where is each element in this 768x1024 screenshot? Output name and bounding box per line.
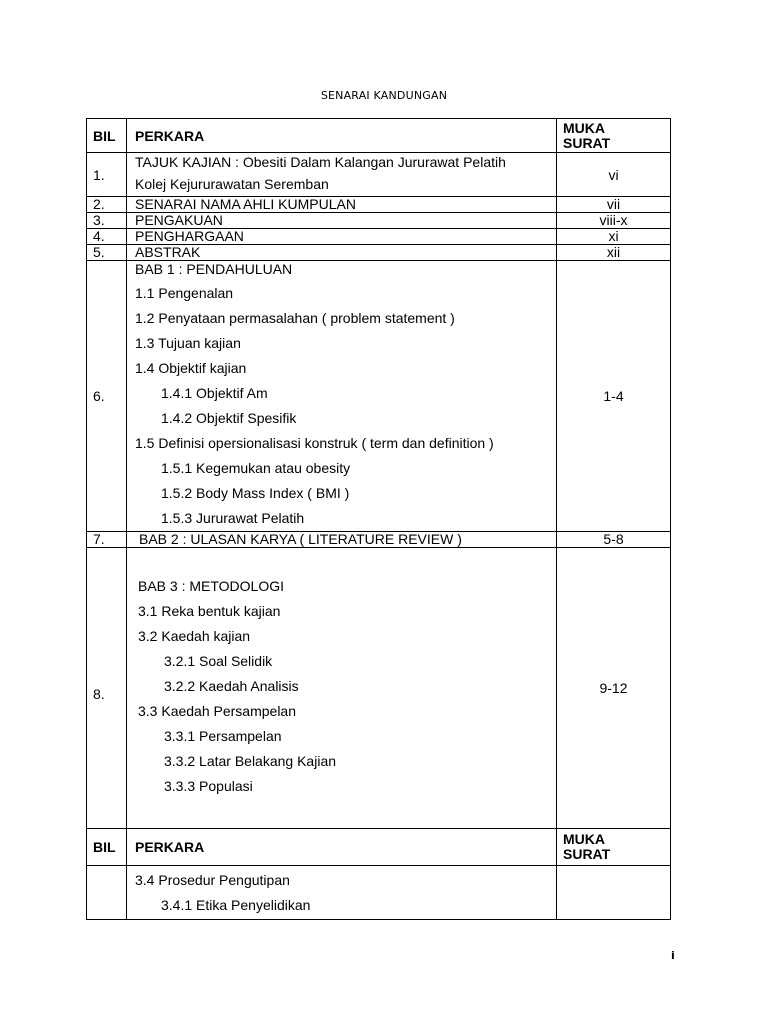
row-line: 1.5 Definisi opersionalisasi konstruk ( term dan definition ) <box>135 435 494 451</box>
row-line: TAJUK KAJIAN : Obesiti Dalam Kalangan Jururawat Pelatih <box>135 154 506 170</box>
row-line: 1.3 Tujuan kajian <box>135 335 241 351</box>
row-bil: 5. <box>87 245 127 261</box>
page-number: i <box>671 949 675 962</box>
row-perkara: PENGAKUAN <box>127 213 557 229</box>
row-line: 3.3.1 Persampelan <box>164 728 282 744</box>
row-page: 1-4 <box>557 261 671 532</box>
row-line: 1.5.1 Kegemukan atau obesity <box>161 460 351 476</box>
table-row <box>87 153 671 197</box>
row-line: 3.2 Kaedah kajian <box>138 628 251 644</box>
table-row <box>87 548 671 829</box>
row-page: 9-12 <box>557 548 671 829</box>
row-line: BAB 3 : METODOLOGI <box>138 578 285 594</box>
row-page: vii <box>557 197 671 213</box>
row-line: 1.5.2 Body Mass Index ( BMI ) <box>161 485 350 501</box>
header-muka-surat-line: SURAT <box>563 846 611 862</box>
row-page: xi <box>557 229 671 245</box>
row-perkara: ABSTRAK <box>127 245 557 261</box>
row-perkara <box>127 261 557 532</box>
row-line: 1.2 Penyataan permasalahan ( problem statement ) <box>135 310 455 326</box>
table-row <box>87 261 671 532</box>
row-page: 5-8 <box>557 532 671 548</box>
table-row <box>87 197 671 213</box>
row-line: 3.3 Kaedah Persampelan <box>138 703 296 719</box>
header-bil: BIL <box>87 119 127 153</box>
row-perkara <box>127 153 557 197</box>
row-line: 3.2.2 Kaedah Analisis <box>164 678 299 694</box>
header-muka-surat-line: MUKA <box>563 831 605 847</box>
header-muka-surat <box>557 119 671 153</box>
row-perkara: SENARAI NAMA AHLI KUMPULAN <box>127 197 557 213</box>
table-row <box>87 229 671 245</box>
row-perkara: BAB 2 : ULASAN KARYA ( LITERATURE REVIEW ) <box>127 532 557 548</box>
row-line: 1.4.2 Objektif Spesifik <box>161 410 297 426</box>
row-line: 3.3.3 Populasi <box>164 778 253 794</box>
header-perkara: PERKARA <box>127 119 557 153</box>
row-perkara <box>127 548 557 829</box>
row-perkara <box>127 866 557 920</box>
table-header-row <box>87 829 671 866</box>
row-line: 1.5.3 Jururawat Pelatih <box>161 510 305 526</box>
table-header-row <box>87 119 671 153</box>
row-line: 3.3.2 Latar Belakang Kajian <box>164 753 337 769</box>
row-line: 3.1 Reka bentuk kajian <box>138 603 281 619</box>
header-muka-surat-line: MUKA <box>563 119 605 136</box>
row-bil: 1. <box>87 153 127 197</box>
table-row <box>87 245 671 261</box>
row-page: viii-x <box>557 213 671 229</box>
row-page: xii <box>557 245 671 261</box>
row-line: Kolej Kejururawatan Seremban <box>135 176 329 192</box>
row-line: 3.2.1 Soal Selidik <box>164 653 273 669</box>
table-row <box>87 866 671 920</box>
row-line: 1.4.1 Objektif Am <box>161 385 268 401</box>
row-line: 3.4 Prosedur Pengutipan <box>135 872 290 888</box>
row-bil: 7. <box>87 532 127 548</box>
row-page <box>557 866 671 920</box>
contents-table <box>86 118 671 920</box>
row-line: BAB 1 : PENDAHULUAN <box>135 261 293 277</box>
row-line: 1.1 Pengenalan <box>135 285 234 301</box>
header-muka-surat <box>557 829 671 866</box>
row-bil <box>87 866 127 920</box>
row-perkara: PENGHARGAAN <box>127 229 557 245</box>
row-bil: 2. <box>87 197 127 213</box>
table-row <box>87 532 671 548</box>
row-page: vi <box>557 153 671 197</box>
row-bil: 4. <box>87 229 127 245</box>
row-line: 1.4 Objektif kajian <box>135 360 247 376</box>
row-line: 3.4.1 Etika Penyelidikan <box>161 897 311 913</box>
header-perkara: PERKARA <box>127 829 557 866</box>
table-row <box>87 213 671 229</box>
row-bil: 6. <box>87 261 127 532</box>
page-title: SENARAI KANDUNGAN <box>320 89 448 102</box>
header-bil: BIL <box>87 829 127 866</box>
row-bil: 3. <box>87 213 127 229</box>
header-muka-surat-line: SURAT <box>563 134 611 151</box>
row-bil: 8. <box>87 548 127 829</box>
